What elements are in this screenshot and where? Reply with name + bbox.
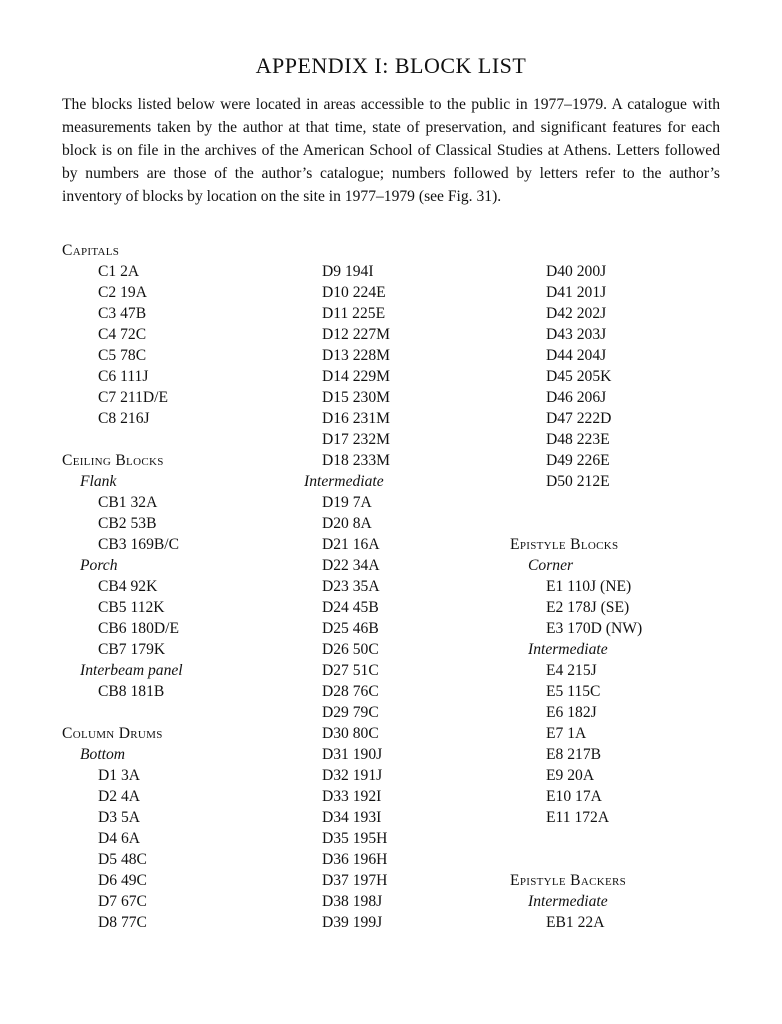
subsection-heading: Corner <box>528 557 574 574</box>
block-entry: D10 224E <box>322 284 386 301</box>
block-entry: D26 50C <box>322 641 379 658</box>
block-entry: D13 228M <box>322 347 391 364</box>
block-entry: D38 198J <box>322 893 383 910</box>
page-title: APPENDIX I: BLOCK LIST <box>255 53 527 78</box>
subsection-heading: Intermediate <box>528 893 608 910</box>
block-entry: D30 80C <box>322 725 379 742</box>
block-entry: E3 170D (NW) <box>546 620 643 637</box>
block-entry: D36 196H <box>322 851 388 868</box>
block-entry: D4 6A <box>98 830 141 847</box>
block-entry: C7 211D/E <box>98 389 169 406</box>
block-entry: D24 45B <box>322 599 379 616</box>
block-entry: E5 115C <box>546 683 601 700</box>
block-entry: E8 217B <box>546 746 602 763</box>
block-entry: D22 34A <box>322 557 380 574</box>
subsection-heading: Intermediate <box>304 473 384 490</box>
block-entry: CB3 169B/C <box>98 536 180 553</box>
spacer <box>510 828 642 849</box>
block-entry: D9 194I <box>322 263 374 280</box>
block-entry: D6 49C <box>98 872 147 889</box>
block-entry: D27 51C <box>322 662 379 679</box>
block-entry: D45 205K <box>546 368 612 385</box>
block-entry: CB7 179K <box>98 641 166 658</box>
block-entry: CB4 92K <box>98 578 158 595</box>
subsection-heading: Flank <box>80 473 117 490</box>
block-entry: E6 182J <box>546 704 597 721</box>
section-heading: Ceiling Blocks <box>62 452 164 469</box>
block-entry: D11 225E <box>322 305 386 322</box>
spacer <box>62 702 183 723</box>
block-entry: C8 216J <box>98 410 150 427</box>
block-entry: D32 191J <box>322 767 383 784</box>
block-entry: D47 222D <box>546 410 612 427</box>
intro-paragraph: The blocks listed below were located in areas accessible to the public in 1977–1979. A catalogue with measurements taken by the author at that time, state of preservation, and significant features for each block is on file in the archives of the American School of Classical Studies at Athens. Letters followed by numbers are those of the author’s catalogue; numbers followed by letters refer to the author’s inventory of blocks by location on the site in 1977–1979 (see Fig. 31). <box>62 96 720 205</box>
block-entry: D28 76C <box>322 683 379 700</box>
block-entry: D33 192I <box>322 788 382 805</box>
block-entry: D1 3A <box>98 767 141 784</box>
block-entry: D41 201J <box>546 284 607 301</box>
block-entry: D44 204J <box>546 347 607 364</box>
block-entry: D16 231M <box>322 410 391 427</box>
block-entry: D3 5A <box>98 809 141 826</box>
block-entry: CB6 180D/E <box>98 620 180 637</box>
spacer <box>62 429 183 450</box>
block-entry: E9 20A <box>546 767 595 784</box>
spacer <box>510 849 642 870</box>
block-entry: D48 223E <box>546 431 610 448</box>
block-entry: D39 199J <box>322 914 383 931</box>
block-entry: D25 46B <box>322 620 379 637</box>
block-entry: D23 35A <box>322 578 380 595</box>
block-entry: C3 47B <box>98 305 147 322</box>
block-entry: D12 227M <box>322 326 391 343</box>
block-entry: D20 8A <box>322 515 372 532</box>
block-entry: D18 233M <box>322 452 391 469</box>
block-entry: E10 17A <box>546 788 602 805</box>
column-right <box>510 261 642 933</box>
block-entry: E7 1A <box>546 725 587 742</box>
spacer <box>510 492 642 513</box>
block-entry: D50 212E <box>546 473 610 490</box>
subsection-heading: Bottom <box>80 746 126 763</box>
block-entry: D2 4A <box>98 788 141 805</box>
block-entry: D17 232M <box>322 431 391 448</box>
block-entry: C4 72C <box>98 326 147 343</box>
block-entry: D31 190J <box>322 746 383 763</box>
block-entry: D37 197H <box>322 872 388 889</box>
block-entry: C1 2A <box>98 263 140 280</box>
subsection-heading: Interbeam panel <box>80 662 183 679</box>
section-heading: Epistyle Blocks <box>510 536 619 553</box>
block-entry: D5 48C <box>98 851 147 868</box>
block-entry: D42 202J <box>546 305 607 322</box>
section-heading: Column Drums <box>62 725 163 742</box>
block-entry: E1 110J (NE) <box>546 578 632 595</box>
block-entry: D40 200J <box>546 263 607 280</box>
block-entry: D7 67C <box>98 893 147 910</box>
block-entry: E4 215J <box>546 662 597 679</box>
block-entry: D46 206J <box>546 389 607 406</box>
block-entry: E11 172A <box>546 809 610 826</box>
block-entry: D21 16A <box>322 536 380 553</box>
block-entry: C5 78C <box>98 347 147 364</box>
block-entry: D35 195H <box>322 830 388 847</box>
section-heading: Capitals <box>62 242 120 259</box>
block-entry: EB1 22A <box>546 914 605 931</box>
block-entry: D34 193I <box>322 809 382 826</box>
column-middle <box>304 261 390 933</box>
block-entry: D43 203J <box>546 326 607 343</box>
block-entry: E2 178J (SE) <box>546 599 630 616</box>
block-entry: D29 79C <box>322 704 379 721</box>
block-entry: D8 77C <box>98 914 147 931</box>
subsection-heading: Intermediate <box>528 641 608 658</box>
subsection-heading: Porch <box>80 557 118 574</box>
spacer <box>510 513 642 534</box>
block-entry: CB1 32A <box>98 494 158 511</box>
block-entry: C6 111J <box>98 368 149 385</box>
block-entry: D15 230M <box>322 389 391 406</box>
column-left <box>62 240 183 933</box>
section-heading: Epistyle Backers <box>510 872 627 889</box>
block-entry: CB2 53B <box>98 515 157 532</box>
block-entry: CB5 112K <box>98 599 165 616</box>
block-entry: CB8 181B <box>98 683 165 700</box>
block-entry: D49 226E <box>546 452 610 469</box>
block-entry: D19 7A <box>322 494 372 511</box>
block-entry: C2 19A <box>98 284 147 301</box>
block-entry: D14 229M <box>322 368 391 385</box>
